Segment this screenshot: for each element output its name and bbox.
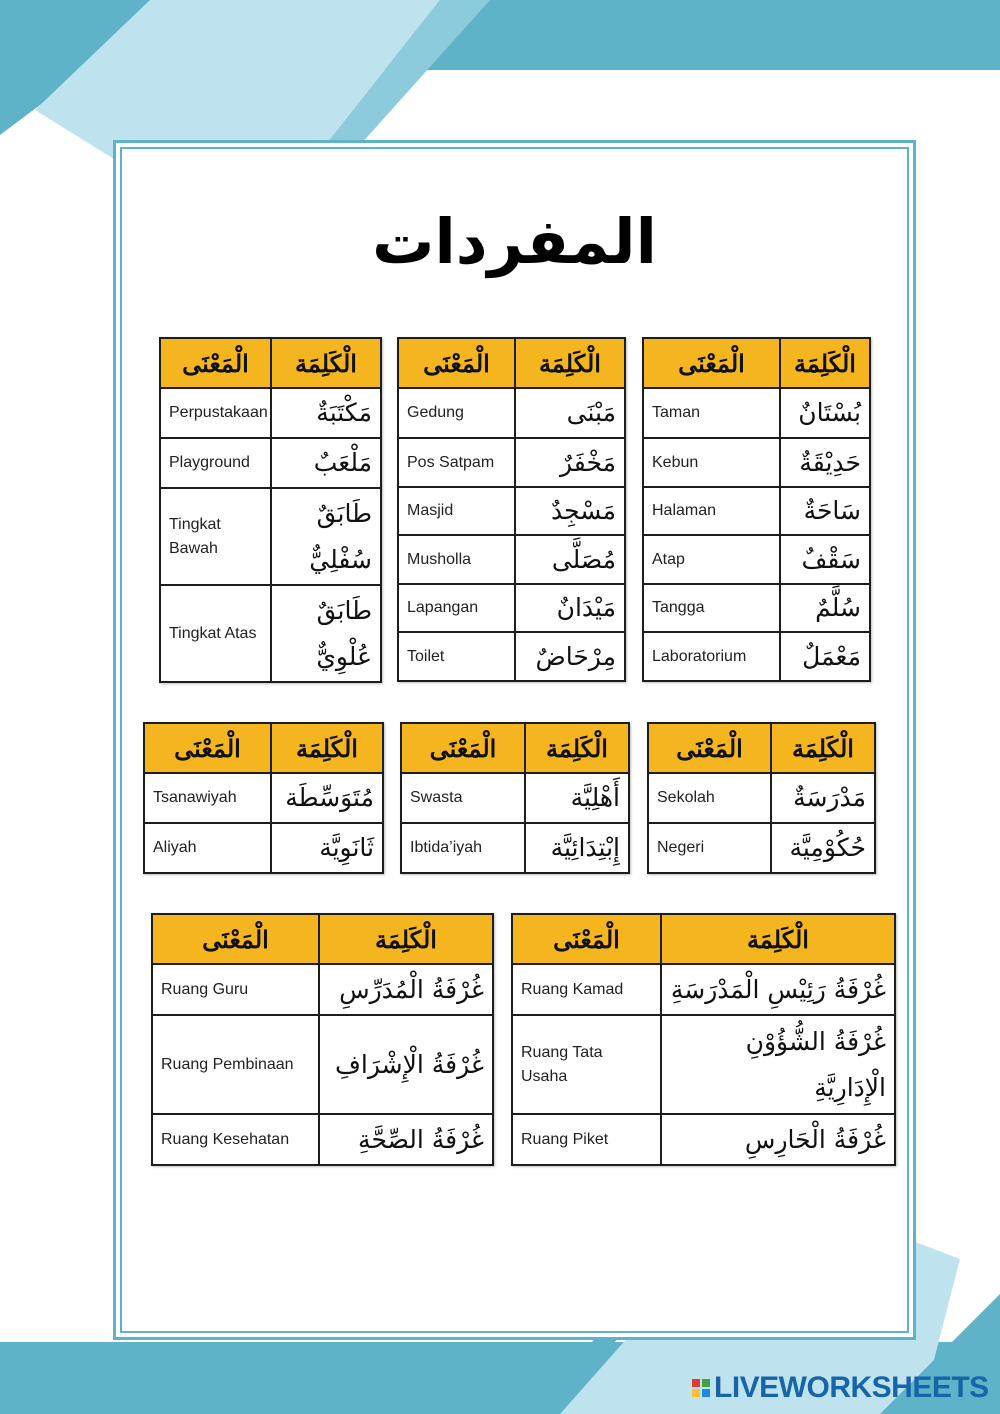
header-meaning: الْمَعْنَى: [152, 914, 319, 964]
arabic-word-cell: [661, 1015, 895, 1114]
table-row: [398, 535, 625, 584]
arabic-word-line: الْإِدَارِيَّةِ: [814, 1072, 886, 1102]
meaning-cell: Aliyah: [144, 823, 271, 873]
header-word: الْكَلِمَة: [771, 723, 875, 773]
logo-text: LIVEWORKSHEETS: [714, 1371, 989, 1404]
arabic-word-cell: [780, 388, 870, 438]
table-row: [512, 1114, 895, 1165]
arabic-word-cell: [515, 584, 625, 632]
arabic-word-cell: [271, 585, 381, 682]
vocab-table: [647, 722, 876, 874]
table-row: [398, 438, 625, 487]
vocab-table: [400, 722, 630, 874]
meaning-cell: Negeri: [648, 823, 771, 873]
arabic-word-cell: [271, 388, 381, 438]
meaning-cell: Taman: [643, 388, 780, 438]
arabic-word-line: غُرْفَةُ الصِّحَّةِ: [358, 1124, 484, 1154]
header-meaning: الْمَعْنَى: [160, 338, 271, 388]
meaning-cell: Swasta: [401, 773, 525, 823]
meaning-cell: Tsanawiyah: [144, 773, 271, 823]
meaning-cell: Laboratorium: [643, 632, 780, 681]
vocab-table: [159, 337, 382, 683]
table-header-row: [648, 723, 875, 773]
arabic-word-line: مَدْرَسَةٌ: [793, 783, 866, 812]
arabic-word-line: غُرْفَةُ رَئِيْسِ الْمَدْرَسَةِ: [670, 974, 886, 1004]
vocab-table: [397, 337, 626, 682]
arabic-word-cell: [525, 773, 629, 823]
table-header-row: [152, 914, 493, 964]
meaning-cell: Lapangan: [398, 584, 515, 632]
table-row: [160, 488, 381, 585]
table-row: [648, 773, 875, 823]
arabic-word-cell: [780, 487, 870, 535]
table-header-row: [398, 338, 625, 388]
arabic-word-cell: [319, 1114, 493, 1165]
arabic-word-line: سَقْفٌ: [801, 544, 861, 574]
header-word: الْكَلِمَة: [780, 338, 870, 388]
arabic-word-cell: [661, 964, 895, 1015]
arabic-word-cell: [515, 535, 625, 584]
meaning-cell: Halaman: [643, 487, 780, 535]
arabic-word-cell: [271, 773, 383, 823]
header-word: الْكَلِمَة: [525, 723, 629, 773]
arabic-word-cell: [661, 1114, 895, 1165]
arabic-word-line: مُصَلَّى: [551, 544, 616, 574]
arabic-word-cell: [271, 823, 383, 873]
page-title: المفردات: [372, 205, 657, 278]
table-header-row: [643, 338, 870, 388]
meaning-cell: Masjid: [398, 487, 515, 535]
arabic-word-line: مَعْمَلٌ: [802, 641, 861, 671]
meaning-cell: Ruang Piket: [512, 1114, 661, 1165]
meaning-cell: Tingkat Atas: [160, 585, 271, 682]
arabic-word-line: مَلْعَبٌ: [313, 448, 372, 477]
arabic-word-line: طَابَقٌ: [316, 498, 372, 528]
meaning-cell: Ibtida’iyah: [401, 823, 525, 873]
header-word: الْكَلِمَة: [661, 914, 895, 964]
meaning-cell: Ruang Pembinaan: [152, 1015, 319, 1114]
arabic-word-line: مَكْتَبَةٌ: [316, 398, 372, 427]
arabic-word-line: سُلَّمٌ: [815, 593, 861, 622]
arabic-word-cell: [319, 1015, 493, 1114]
meaning-cell: Kebun: [643, 438, 780, 487]
arabic-word-cell: [515, 632, 625, 681]
table-row: [401, 823, 629, 873]
arabic-word-cell: [780, 438, 870, 487]
table-row: [152, 1015, 493, 1114]
table-row: [144, 823, 383, 873]
arabic-word-line: مَيْدَانٌ: [556, 593, 616, 622]
meaning-cell: Atap: [643, 535, 780, 584]
table-header-row: [401, 723, 629, 773]
arabic-word-line: مِرْحَاضٌ: [535, 641, 616, 671]
header-word: الْكَلِمَة: [319, 914, 493, 964]
arabic-word-cell: [780, 584, 870, 632]
meaning-cell: Sekolah: [648, 773, 771, 823]
meaning-cell: Gedung: [398, 388, 515, 438]
arabic-word-line: غُرْفَةُ الشُّؤُوْنِ: [745, 1026, 886, 1056]
table-row: [643, 487, 870, 535]
vocab-table: [143, 722, 384, 874]
arabic-word-line: حُكُوْمِيَّة: [789, 833, 866, 862]
arabic-word-line: ثَانَوِيَّة: [319, 833, 374, 862]
meaning-cell: Musholla: [398, 535, 515, 584]
meaning-cell: Tingkat Bawah: [160, 488, 271, 585]
table-row: [643, 584, 870, 632]
table-row: [648, 823, 875, 873]
arabic-word-line: عُلْوِيٌّ: [316, 641, 372, 671]
meaning-cell: Ruang Guru: [152, 964, 319, 1015]
meaning-cell: Toilet: [398, 632, 515, 681]
arabic-word-cell: [525, 823, 629, 873]
table-row: [152, 1114, 493, 1165]
meaning-cell: Ruang Kamad: [512, 964, 661, 1015]
vocab-table: [642, 337, 871, 682]
meaning-cell: Perpustakaan: [160, 388, 271, 438]
arabic-word-line: مَسْجِدٌ: [551, 496, 616, 525]
arabic-word-cell: [780, 535, 870, 584]
vocab-table: [151, 913, 494, 1166]
table-row: [643, 438, 870, 487]
table-row: [401, 773, 629, 823]
header-meaning: الْمَعْنَى: [512, 914, 661, 964]
header-meaning: الْمَعْنَى: [401, 723, 525, 773]
meaning-cell: Ruang Kesehatan: [152, 1114, 319, 1165]
arabic-word-line: أَهْلِيَّة: [570, 783, 620, 812]
arabic-word-line: إِبْتِدَائِيَّة: [550, 833, 620, 862]
arabic-word-cell: [771, 823, 875, 873]
meaning-cell: Playground: [160, 438, 271, 488]
table-row: [398, 487, 625, 535]
arabic-word-cell: [271, 438, 381, 488]
table-row: [643, 388, 870, 438]
arabic-word-line: بُسْتَانٌ: [798, 398, 861, 427]
table-row: [398, 584, 625, 632]
header-meaning: الْمَعْنَى: [648, 723, 771, 773]
header-word: الْكَلِمَة: [271, 723, 383, 773]
arabic-word-cell: [515, 438, 625, 487]
arabic-word-line: مَخْفَرٌ: [560, 447, 616, 477]
arabic-word-line: سَاحَةٌ: [803, 496, 861, 525]
arabic-word-line: غُرْفَةُ الْإِشْرَافِ: [335, 1049, 484, 1079]
header-word: الْكَلِمَة: [271, 338, 381, 388]
table-row: [160, 438, 381, 488]
table-row: [398, 388, 625, 438]
header-meaning: الْمَعْنَى: [398, 338, 515, 388]
table-row: [643, 632, 870, 681]
header-meaning: الْمَعْنَى: [144, 723, 271, 773]
table-row: [512, 1015, 895, 1114]
vocab-table: [511, 913, 896, 1166]
arabic-word-line: سُفْلِيٌّ: [309, 544, 372, 574]
table-row: [144, 773, 383, 823]
table-header-row: [144, 723, 383, 773]
meaning-cell: Pos Satpam: [398, 438, 515, 487]
meaning-cell: Tangga: [643, 584, 780, 632]
arabic-word-line: غُرْفَةُ الْحَارِسِ: [744, 1124, 886, 1154]
arabic-word-cell: [780, 632, 870, 681]
table-row: [152, 964, 493, 1015]
arabic-word-line: حَدِيْقَةٌ: [799, 447, 861, 477]
table-row: [160, 388, 381, 438]
arabic-word-line: مَبْنَى: [566, 398, 616, 427]
table-row: [643, 535, 870, 584]
arabic-word-cell: [271, 488, 381, 585]
logo-mark-icon: [692, 1379, 710, 1397]
table-row: [398, 632, 625, 681]
table-row: [160, 585, 381, 682]
table-row: [512, 964, 895, 1015]
liveworksheets-logo: [692, 1371, 989, 1405]
arabic-word-line: مُتَوَسِّطَة: [285, 783, 374, 812]
arabic-word-cell: [515, 388, 625, 438]
table-header-row: [160, 338, 381, 388]
arabic-word-cell: [515, 487, 625, 535]
arabic-word-line: طَابَقٌ: [316, 595, 372, 625]
arabic-word-cell: [319, 964, 493, 1015]
arabic-word-cell: [771, 773, 875, 823]
header-meaning: الْمَعْنَى: [643, 338, 780, 388]
arabic-word-line: غُرْفَةُ الْمُدَرِّسِ: [339, 974, 484, 1004]
meaning-cell: Ruang Tata Usaha: [512, 1015, 661, 1114]
header-word: الْكَلِمَة: [515, 338, 625, 388]
table-header-row: [512, 914, 895, 964]
